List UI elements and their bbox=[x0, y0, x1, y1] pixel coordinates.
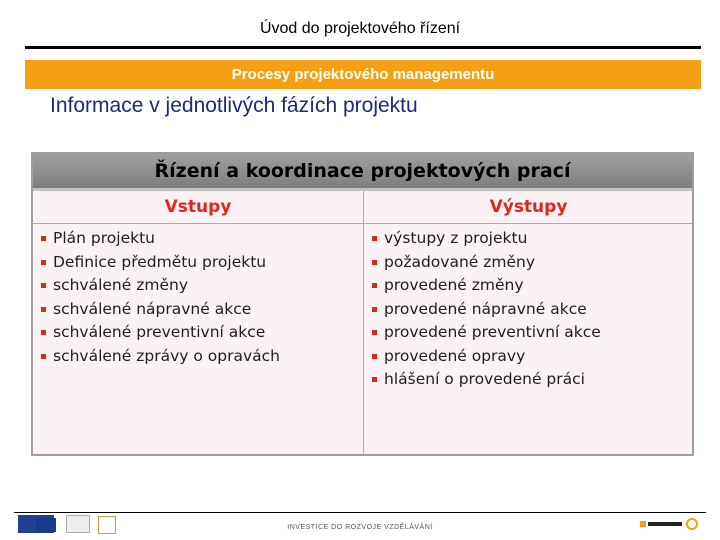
section-title: Informace v jednotlivých fázích projektu bbox=[50, 94, 418, 117]
banner-bar: Procesy projektového managementu bbox=[25, 60, 701, 89]
bullet-icon bbox=[372, 377, 377, 382]
list-item bbox=[39, 345, 280, 369]
list-item bbox=[370, 368, 601, 392]
list-item-label: provedené preventivní akce bbox=[384, 323, 601, 341]
footer-text: INVESTICE DO ROZVOJE VZDĚLÁVÁNÍ bbox=[287, 524, 433, 531]
list-item bbox=[39, 251, 280, 275]
list-item bbox=[39, 321, 280, 345]
list-item-label: Plán projektu bbox=[53, 229, 155, 247]
list-item-label: provedené opravy bbox=[384, 346, 526, 365]
list-item bbox=[370, 321, 601, 345]
list-item bbox=[370, 251, 601, 275]
inputs-list bbox=[39, 227, 280, 368]
list-item-label: schválené preventivní akce bbox=[53, 323, 266, 341]
list-item bbox=[370, 298, 601, 322]
list-item-label: Definice předmětu projektu bbox=[53, 252, 267, 271]
slide-header-title: Úvod do projektového řízení bbox=[259, 20, 461, 37]
list-item-label: provedené nápravné akce bbox=[384, 299, 587, 318]
header-rule bbox=[25, 46, 701, 49]
outputs-heading: Výstupy bbox=[489, 197, 568, 217]
inputs-heading: Vstupy bbox=[164, 197, 232, 217]
list-item-label: schválené nápravné akce bbox=[53, 299, 252, 318]
bullet-icon bbox=[41, 354, 46, 359]
panel-title: Řízení a koordinace projektových prací bbox=[33, 154, 692, 188]
list-item bbox=[370, 274, 601, 298]
bullet-icon bbox=[41, 236, 46, 241]
bullet-icon bbox=[41, 260, 46, 265]
bullet-icon bbox=[41, 307, 46, 312]
process-panel bbox=[31, 152, 694, 456]
bullet-icon bbox=[41, 283, 46, 288]
partner-logo bbox=[640, 518, 702, 530]
list-item bbox=[39, 227, 280, 251]
list-item bbox=[39, 274, 280, 298]
list-item-label: schválené zprávy o opravách bbox=[53, 346, 280, 365]
footer-rule bbox=[14, 512, 706, 513]
bullet-icon bbox=[372, 283, 377, 288]
bullet-icon bbox=[372, 260, 377, 265]
bullet-icon bbox=[372, 330, 377, 335]
column-divider bbox=[363, 191, 364, 454]
bullet-icon bbox=[41, 330, 46, 335]
list-item-label: výstupy z projektu bbox=[384, 229, 528, 247]
list-item-label: hlášení o provedené práci bbox=[384, 370, 585, 388]
list-item bbox=[39, 298, 280, 322]
bullet-icon bbox=[372, 236, 377, 241]
list-item-label: provedené změny bbox=[384, 276, 524, 294]
list-item-label: požadované změny bbox=[384, 252, 536, 271]
list-item-label: schválené změny bbox=[53, 276, 188, 294]
list-item bbox=[370, 227, 601, 251]
bullet-icon bbox=[372, 354, 377, 359]
outputs-list bbox=[370, 227, 601, 392]
bullet-icon bbox=[372, 307, 377, 312]
list-item bbox=[370, 345, 601, 369]
